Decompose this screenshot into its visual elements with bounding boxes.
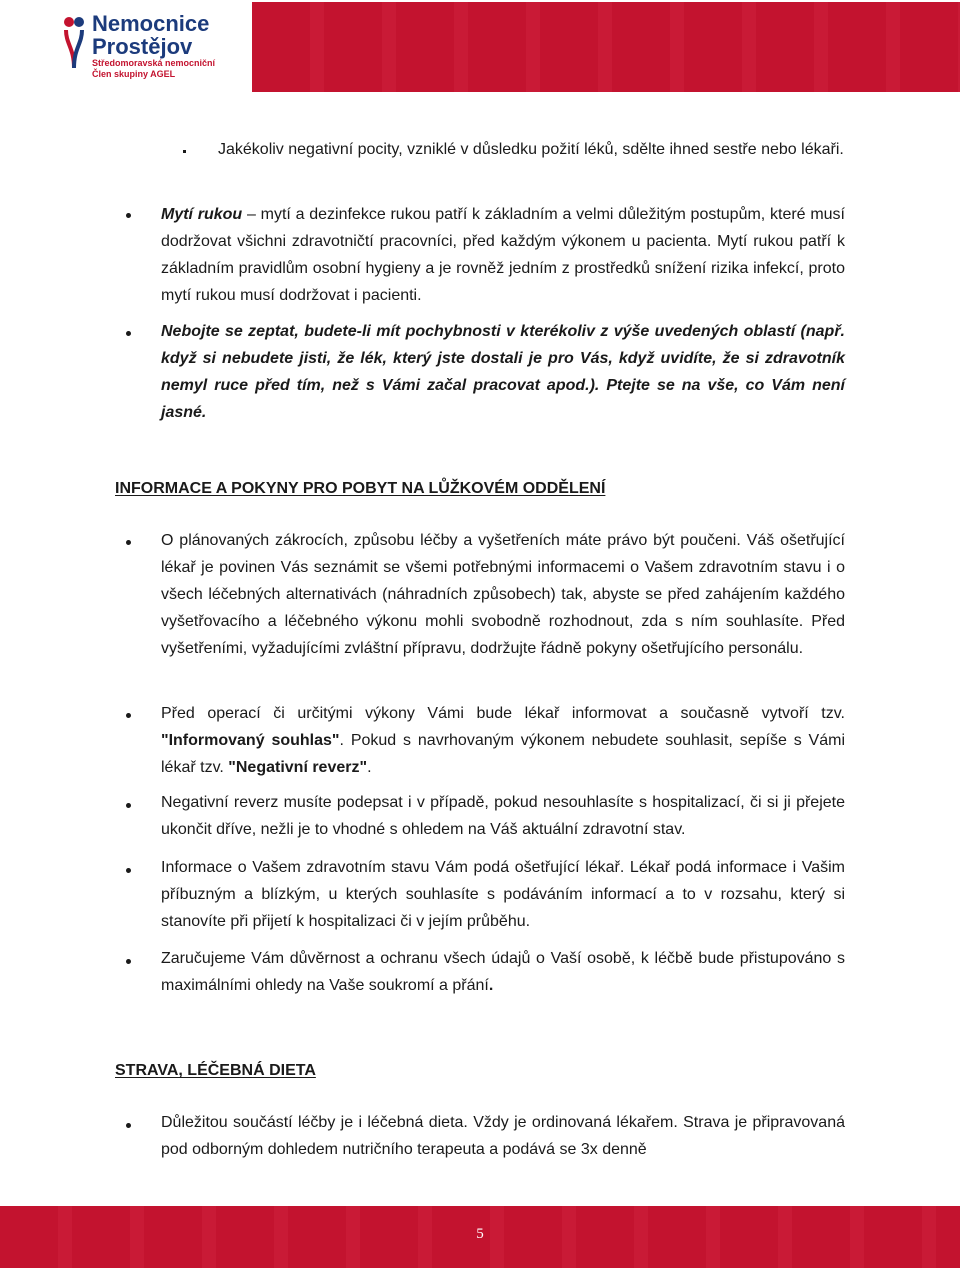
bullet-icon [183, 150, 186, 153]
bullet-icon [126, 803, 131, 808]
logo-icon [62, 14, 86, 70]
bullet-icon [126, 331, 131, 336]
page-header [0, 0, 960, 93]
list-item: Nebojte se zeptat, budete-li mít pochybnosti v kterékoliv z výše uvedených oblastí (např. když si nebudete jisti, že lék, který jste dostali je pro Vás, když uvidíte, že si zdravotník nemyl ruce před tím, než s Vámi začal pracovat apod.). Ptejte se na vše, co Vám není jasné. [161, 323, 845, 421]
list-item: O plánovaných zákrocích, způsobu léčby a vyšetřeních máte právo být poučeni. Váš ošetřující lékař je povinen Vás seznámit se všemi potřebnými informacemi o Vašem zdravotním stavu i o všech léčebných alternativách (náhradních způsobech) tak, abyste se před zahájením každého vyšetřovacího a léčebného výkonu mohli svobodně rozhodnout, zda s ním souhlasíte. Před vyšetřeními, vyžadujícími zvláštní přípravu, dodržujte řádně pokyny ošetřujícího personálu. [161, 532, 845, 657]
page-number: 5 [476, 1226, 484, 1242]
list-item: Negativní reverz musíte podepsat i v případě, pokud nesouhlasíte s hospitalizací, či si ji přejete ukončit dříve, nežli je to vhodné s ohledem na Váš aktuální zdravotní stav. [161, 794, 845, 838]
list-item: Před operací či určitými výkony Vámi bude lékař informovat a současně vytvoří tzv. "Informovaný souhlas". Pokud s navrhovaným výkonem nebudete souhlasit, sepíše s Vámi lékař tzv. "Negativní reverz". [161, 705, 846, 776]
list-item: Důležitou součástí léčby je i léčebná dieta. Vždy je ordinovaná lékařem. Strava je připravovaná pod odborným dohledem nutričního terapeuta a podává se 3x denně [161, 1114, 845, 1158]
list-item: Informace o Vašem zdravotním stavu Vám podá ošetřující lékař. Lékař podá informace i Vašim příbuzným a blízkým, u kterých souhlasíte s podáváním informací a to v rozsahu, který si stanovíte při přijetí k hospitalizaci či v jejím průběhu. [161, 859, 845, 930]
bullet-icon [126, 540, 131, 545]
bullet-icon [126, 213, 131, 218]
hospital-logo [0, 0, 252, 93]
emphasis-text: Mytí rukou [161, 206, 243, 223]
section-heading: STRAVA, LÉČEBNÁ DIETA [115, 1062, 316, 1079]
logo-subtitle: Středomoravská nemocniční Člen skupiny AGEL [92, 58, 216, 79]
list-item: Jakékoliv negativní pocity, vzniklé v důsledku požití léků, sdělte ihned sestře nebo lékaři. [218, 141, 844, 158]
logo-title: Nemocnice Prostějov [92, 11, 210, 59]
bullet-icon [126, 959, 131, 964]
header-pattern-band [252, 2, 960, 92]
page-footer [0, 1206, 960, 1268]
list-item: Zaručujeme Vám důvěrnost a ochranu všech údajů o Vaší osobě, k léčbě bude přistupováno s maximálními ohledy na Vaše soukromí a přání. [161, 950, 845, 994]
list-item: Mytí rukou – mytí a dezinfekce rukou patří k základním a velmi důležitým postupům, které musí dodržovat všichni zdravotničtí pracovníci, před každým výkonem u pacienta. Mytí rukou patří k základním pravidlům osobní hygieny a je rovněž jedním z prostředků snížení rizika infekcí, proto mytí rukou musí dodržovat i pacienti. [161, 206, 846, 304]
section-heading: INFORMACE A POKYNY PRO POBYT NA LŮŽKOVÉM ODDĚLENÍ [115, 480, 606, 497]
bullet-icon [126, 868, 131, 873]
bullet-icon [126, 1123, 131, 1128]
bullet-icon [126, 713, 131, 718]
